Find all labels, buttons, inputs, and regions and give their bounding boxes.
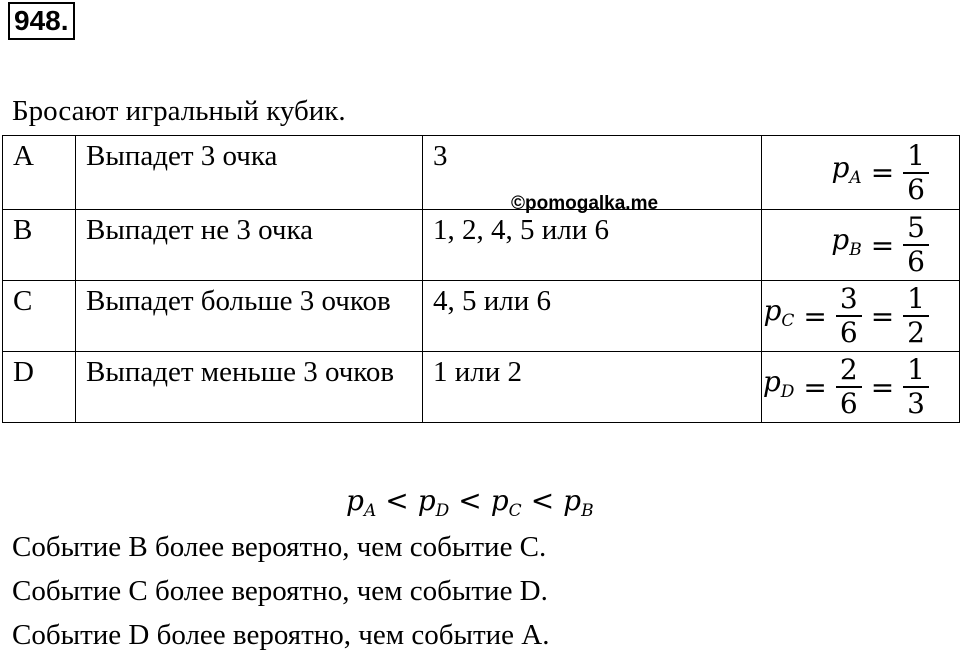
event-subscript: D	[780, 382, 795, 402]
event-subscript: B	[849, 240, 862, 260]
probability-cell	[762, 352, 960, 423]
fraction	[836, 354, 862, 420]
event-outcomes: 3	[423, 136, 762, 210]
probability-symbol: $p_B$	[831, 223, 862, 260]
event-label: C	[3, 281, 76, 352]
probability-symbol: $p_A$	[831, 150, 862, 188]
event-subscript: A	[363, 501, 377, 521]
numerator: 1	[903, 283, 929, 317]
numerator: 1	[903, 140, 929, 174]
event-outcomes: 4, 5 или 6	[423, 281, 762, 352]
numerator: 3	[836, 283, 862, 317]
numerator: 5	[903, 212, 929, 246]
conclusion-line: Событие C более вероятно, чем событие D.	[12, 575, 548, 607]
event-subscript: A	[849, 167, 862, 188]
equals-sign: =	[803, 299, 827, 333]
denominator: 3	[907, 387, 925, 420]
event-outcomes: 1, 2, 4, 5 или 6	[423, 210, 762, 281]
probability-formula	[763, 354, 929, 420]
conclusion-line: Событие B более вероятно, чем событие C.	[12, 531, 547, 563]
equals-sign: =	[870, 370, 895, 404]
equals-sign: =	[803, 370, 827, 404]
table-row	[3, 281, 960, 352]
event-description: Выпадет не 3 очка	[76, 210, 423, 281]
less-than-sign: <	[458, 484, 482, 517]
less-than-sign: <	[530, 484, 555, 517]
equals-sign: =	[870, 228, 895, 262]
fraction	[836, 283, 862, 349]
probability-cell	[762, 281, 960, 352]
probability-formula	[831, 212, 929, 278]
numerator: 1	[903, 354, 929, 388]
probability-formula	[763, 283, 929, 349]
probability-formula	[831, 140, 929, 206]
event-outcomes: 1 или 2	[423, 352, 762, 423]
denominator: 2	[907, 316, 925, 349]
probability-cell	[762, 210, 960, 281]
probability-symbol: $p_D$	[762, 365, 795, 402]
event-description: Выпадет больше 3 очков	[76, 281, 423, 352]
equals-sign: =	[870, 299, 895, 333]
probability-symbol: $p_C$	[490, 484, 522, 521]
numerator: 2	[836, 354, 862, 388]
probability-symbol: $p_B$	[563, 484, 594, 521]
probability-inequality	[346, 484, 594, 521]
event-subscript: C	[508, 501, 522, 521]
probability-symbol: $p_A$	[346, 484, 377, 521]
fraction	[903, 140, 929, 206]
event-subscript: B	[581, 501, 594, 521]
event-description: Выпадет меньше 3 очков	[76, 352, 423, 423]
probability-symbol: $p_D$	[417, 484, 450, 521]
less-than-sign: <	[385, 484, 409, 517]
event-subscript: D	[435, 501, 450, 521]
event-label: B	[3, 210, 76, 281]
fraction	[903, 354, 929, 420]
intro-text: Бросают игральный кубик.	[12, 95, 346, 127]
denominator: 6	[907, 172, 925, 206]
table-row	[3, 210, 960, 281]
equals-sign: =	[870, 156, 895, 189]
events-table	[2, 135, 960, 423]
table-row	[3, 352, 960, 423]
denominator: 6	[907, 245, 925, 278]
event-label: D	[3, 352, 76, 423]
table-row	[3, 136, 960, 210]
watermark: ©pomogalka.me	[511, 193, 659, 214]
denominator: 6	[839, 316, 858, 349]
fraction	[903, 283, 929, 349]
event-description: Выпадет 3 очка	[76, 136, 423, 210]
event-label: A	[3, 136, 76, 210]
denominator: 6	[839, 387, 858, 420]
event-subscript: C	[781, 311, 795, 331]
probability-symbol: $p_C$	[763, 294, 795, 331]
conclusion-line: Событие D более вероятно, чем событие A.	[12, 619, 550, 651]
problem-number: 948.	[8, 2, 75, 40]
fraction	[903, 212, 929, 278]
probability-cell	[762, 136, 960, 210]
